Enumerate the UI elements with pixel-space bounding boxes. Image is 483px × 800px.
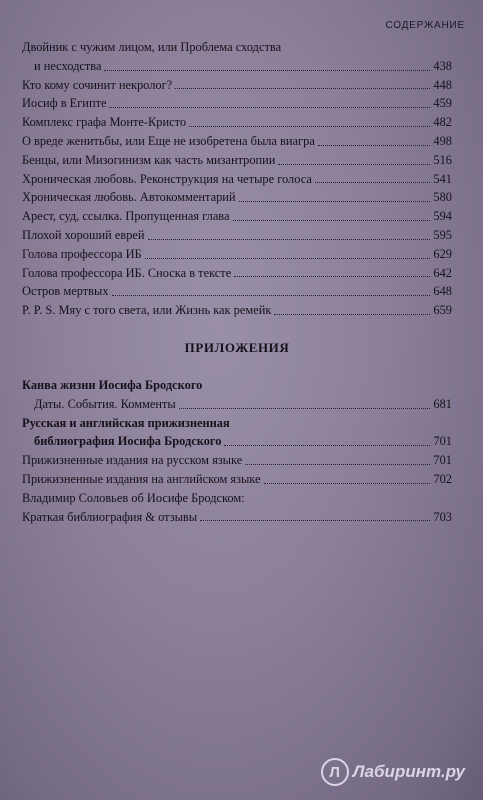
dot-leader — [245, 464, 430, 465]
toc-entry — [22, 188, 452, 207]
dot-leader — [189, 126, 430, 127]
toc-list — [22, 76, 452, 320]
dot-leader — [315, 182, 431, 183]
toc-entry — [22, 508, 452, 527]
toc-entry-title-line: Владимир Соловьев об Иосифе Бродском: — [22, 490, 245, 505]
toc-entry-label: P. P. S. Мяу с того света, или Жизнь как ремейк — [22, 303, 272, 318]
toc-page-number: 659 — [433, 303, 452, 318]
toc-entry — [22, 282, 452, 301]
toc-page-number: 703 — [433, 509, 452, 524]
toc-entry — [22, 76, 452, 95]
toc-entry-label: Плохой хороший еврей — [22, 227, 145, 242]
dot-leader — [148, 239, 431, 240]
watermark-text: Лабиринт.ру — [352, 762, 465, 781]
toc-entry-label: Голова профессора ИБ — [22, 246, 142, 261]
dot-leader — [278, 164, 430, 165]
toc-entry — [22, 170, 452, 189]
toc-page-number: 701 — [433, 434, 452, 449]
toc-entry-label: Прижизненные издания на русском языке — [22, 453, 243, 468]
toc-entry-label: Остров мертвых — [22, 284, 109, 299]
toc-entry — [22, 470, 452, 489]
toc-entry-label: Голова профессора ИБ. Сноска в тексте — [22, 265, 232, 280]
section-title: ПРИЛОЖЕНИЯ — [184, 339, 290, 355]
toc-page-number: 648 — [433, 284, 452, 299]
toc-entry-label: Прижизненные издания на английском языке — [22, 471, 261, 486]
toc-page-number: 541 — [433, 171, 452, 186]
toc-page-number: 702 — [433, 471, 452, 486]
toc-entry-label: библиография Иосифа Бродского — [34, 434, 222, 449]
dot-leader — [179, 408, 431, 409]
dot-leader — [239, 201, 431, 202]
toc-entry — [22, 151, 452, 170]
toc-page-number: 482 — [433, 115, 452, 130]
toc-entry — [22, 113, 452, 132]
toc-entry-label: Иосиф в Египте — [22, 96, 107, 111]
toc-page-number: 498 — [433, 133, 452, 148]
dot-leader — [145, 258, 431, 259]
toc-entry — [22, 301, 452, 320]
toc-entry — [22, 94, 452, 113]
dot-leader — [264, 483, 431, 484]
toc-entry — [22, 395, 452, 414]
appendix-heading: Канва жизни Иосифа Бродского — [22, 377, 203, 392]
toc-entry — [22, 451, 452, 470]
dot-leader — [234, 276, 430, 277]
toc-entry-label: Бенцы, или Мизогинизм как часть мизантропии — [22, 152, 276, 167]
running-header: СОДЕРЖАНИЕ — [385, 20, 465, 31]
dot-leader — [233, 220, 431, 221]
toc-entry-label: Хроническая любовь. Реконструкция на четыре голоса — [22, 171, 312, 186]
toc-page-number: 438 — [433, 58, 452, 73]
toc-page-number: 681 — [433, 396, 452, 411]
toc-entry-label: О вреде женитьбы, или Еще не изобретена была виагра — [22, 133, 315, 148]
toc-entry — [22, 226, 452, 245]
table-of-contents — [22, 38, 452, 526]
dot-leader — [112, 295, 431, 296]
dot-leader — [224, 445, 430, 446]
dot-leader — [200, 520, 430, 521]
toc-entry — [22, 264, 452, 283]
toc-entry-label: Хроническая любовь. Автокомментарий — [22, 190, 236, 205]
toc-entry-label: Комплекс графа Монте-Кристо — [22, 115, 187, 130]
toc-entry-label: Арест, суд, ссылка. Пропущенная глава — [22, 209, 230, 224]
toc-page-number: 642 — [433, 265, 452, 280]
dot-leader — [274, 314, 430, 315]
toc-entry — [22, 57, 452, 76]
toc-entry — [22, 245, 452, 264]
toc-entry-label: Даты. События. Комменты — [34, 396, 176, 411]
toc-page-number: 516 — [433, 152, 452, 167]
toc-page-number: 448 — [433, 77, 452, 92]
toc-page-number: 595 — [433, 227, 452, 242]
dot-leader — [104, 70, 430, 71]
toc-entry-label: Кто кому сочинит некролог? — [22, 77, 173, 92]
toc-page-number: 459 — [433, 96, 452, 111]
labirint-logo-icon: Л — [321, 758, 349, 786]
toc-entry-title-line: Двойник с чужим лицом, или Проблема сходства — [22, 40, 282, 54]
toc-page-number: 594 — [433, 209, 452, 224]
toc-entry-label: Краткая библиография & отзывы — [22, 509, 198, 524]
toc-page-number: 580 — [433, 190, 452, 205]
dot-leader — [109, 107, 430, 108]
appendix-heading: Русская и английская прижизненная — [22, 415, 230, 430]
toc-page-number: 629 — [433, 246, 452, 261]
toc-page-number: 701 — [433, 453, 452, 468]
toc-entry — [22, 207, 452, 226]
toc-entry — [22, 432, 452, 451]
toc-entry-label: и несходства — [34, 58, 102, 73]
dot-leader — [318, 145, 431, 146]
dot-leader — [175, 88, 430, 89]
toc-entry — [22, 132, 452, 151]
watermark — [321, 758, 465, 786]
